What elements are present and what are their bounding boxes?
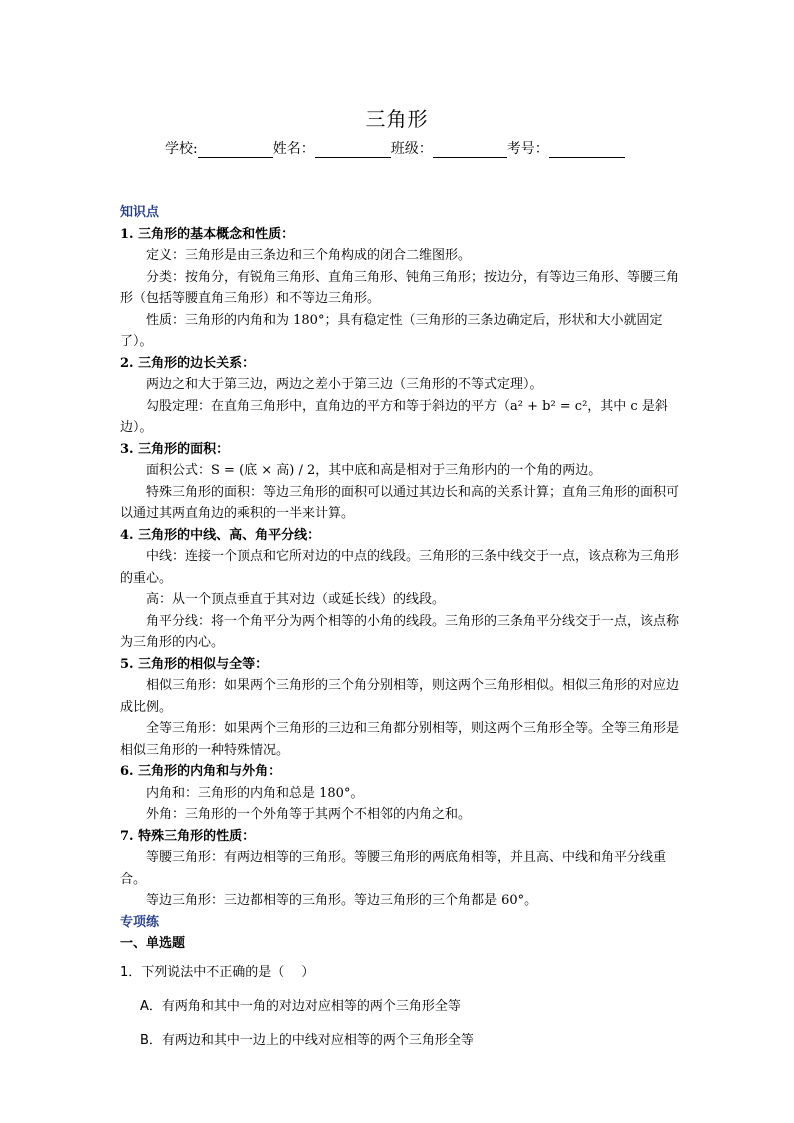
class-label: 班级： [390, 141, 433, 157]
paragraph: 全等三角形：如果两个三角形的三边和三角都分别相等，则这两个三角形全等。全等三角形是相似三角形的一种特殊情况。 [120, 721, 680, 758]
section-heading: 2. 三角形的边长关系： [120, 355, 256, 371]
school-label: 学校: [165, 141, 198, 157]
question-type-heading: 一、单选题 [120, 936, 186, 951]
section-heading: 4. 三角形的中线、高、角平分线： [120, 527, 321, 543]
option-a: A．有两角和其中一角的对边对应相等的两个三角形全等 [140, 998, 461, 1014]
paragraph: 中线：连接一个顶点和它所对边的中点的线段。三角形的三条中线交于一点，该点称为三角形的重心。 [120, 549, 680, 586]
number-blank [549, 143, 625, 158]
knowledge-heading: 知识点 [120, 205, 160, 220]
name-blank [315, 143, 391, 158]
knowledge-section-3 [120, 439, 680, 525]
name-label: 姓名： [272, 141, 315, 157]
paragraph: 特殊三角形的面积：等边三角形的面积可以通过其边长和高的关系计算；直角三角形的面积可以通过其两直角边的乘积的一半来计算。 [120, 484, 680, 521]
knowledge-section-6 [120, 761, 680, 826]
page-title: 三角形 [365, 107, 429, 131]
practice-heading: 专项练 [120, 914, 160, 930]
section-heading: 3. 三角形的面积： [120, 441, 230, 457]
section-heading: 1. 三角形的基本概念和性质： [120, 226, 295, 242]
section-heading: 5. 三角形的相似与全等： [120, 656, 269, 672]
document-body [120, 202, 680, 1053]
knowledge-section-1 [120, 224, 680, 353]
student-info-line [165, 138, 625, 158]
paragraph: 角平分线：将一个角平分为两个相等的小角的线段。三角形的三条角平分线交于一点，该点称为三角形的内心。 [120, 613, 680, 650]
question-stem: 1．下列说法中不正确的是（ ） [120, 964, 315, 980]
knowledge-section-4 [120, 525, 680, 654]
paragraph: 等腰三角形：有两边相等的三角形。等腰三角形的两底角相等，并且高、中线和角平分线重合。 [120, 850, 667, 887]
question-1 [120, 961, 680, 1053]
paragraph: 勾股定理：在直角三角形中，直角边的平方和等于斜边的平方（a² + b² = c²，其中 c 是斜边）。 [120, 398, 668, 435]
paragraph: 内角和：三角形的内角和总是 180°。 [146, 785, 364, 801]
paragraph: 等边三角形：三边都相等的三角形。等边三角形的三个角都是 60°。 [146, 893, 538, 908]
number-label: 考号： [506, 141, 549, 157]
class-blank [433, 143, 507, 158]
paragraph: 相似三角形：如果两个三角形的三个角分别相等，则这两个三角形相似。相似三角形的对应边成比例。 [120, 678, 680, 715]
option-b: B．有两边和其中一边上的中线对应相等的两个三角形全等 [140, 1032, 474, 1048]
knowledge-section-7 [120, 826, 680, 912]
section-heading: 7. 特殊三角形的性质： [120, 828, 256, 844]
school-blank [198, 143, 273, 158]
section-heading: 6. 三角形的内角和与外角： [120, 764, 282, 779]
paragraph: 高：从一个顶点垂直于其对边（或延长线）的线段。 [146, 592, 446, 607]
paragraph: 定义：三角形是由三条边和三个角构成的闭合二维图形。 [146, 248, 472, 263]
paragraph: 外角：三角形的一个外角等于其两个不相邻的内角之和。 [146, 807, 472, 822]
knowledge-section-5 [120, 654, 680, 762]
paragraph: 面积公式：S = (底 × 高) / 2，其中底和高是相对于三角形内的一个角的两边。 [146, 463, 602, 478]
paragraph: 性质：三角形的内角和为 180°；具有稳定性（三角形的三条边确定后，形状和大小就固定了）。 [120, 312, 663, 349]
paragraph: 两边之和大于第三边，两边之差小于第三边（三角形的不等式定理）。 [146, 377, 543, 392]
paragraph: 分类：按角分，有锐角三角形、直角三角形、钝角三角形；按边分，有等边三角形、等腰三角形（包括等腰直角三角形）和不等边三角形。 [120, 269, 680, 306]
knowledge-section-2 [120, 353, 680, 439]
